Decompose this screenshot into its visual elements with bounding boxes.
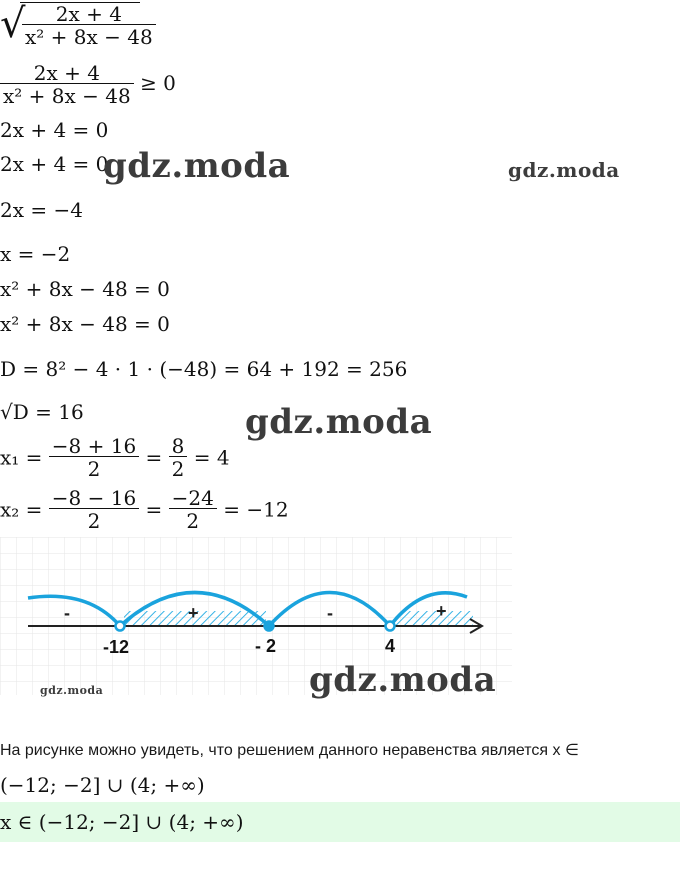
step-6: x² + 8x − 48 = 0 — [0, 312, 170, 336]
watermark: gdz.moda — [103, 146, 291, 186]
sqrt-symbol: √ — [0, 1, 26, 47]
watermark: gdz.moda — [309, 660, 497, 700]
step-1: 2x + 4 = 0 — [0, 118, 109, 142]
answer-box — [0, 802, 680, 842]
x2-result: = −12 — [223, 497, 289, 522]
x1-denominator: 2 — [49, 456, 139, 479]
x1-denominator-2: 2 — [169, 456, 188, 479]
hatch-region-2 — [395, 611, 473, 625]
condition-rhs: ≥ 0 — [140, 71, 176, 95]
x2-numerator: −8 − 16 — [51, 486, 137, 510]
watermark: gdz.moda — [40, 684, 104, 697]
step-4: x = −2 — [0, 242, 71, 266]
condition-denominator: x² + 8x − 48 — [0, 83, 134, 106]
label-minus-2: - 2 — [255, 636, 277, 656]
solution-caption: На рисунке можно увидеть, что решением данного неравенства является x ∈ — [0, 742, 579, 759]
point-minus-2 — [265, 622, 274, 631]
x1-result: = 4 — [193, 445, 230, 470]
step-3: 2x = −4 — [0, 198, 83, 222]
x2-numerator-2: −24 — [171, 486, 214, 510]
x1-label: x₁ = — [0, 445, 43, 470]
point-minus-12 — [116, 622, 125, 631]
point-4 — [386, 622, 395, 631]
sign-2: + — [188, 603, 199, 623]
x1-equals: = — [145, 445, 163, 470]
x2-denominator: 2 — [49, 508, 139, 531]
root-x1 — [0, 436, 230, 479]
condition-numerator: 2x + 4 — [33, 61, 100, 85]
x1-numerator-2: 8 — [171, 434, 185, 458]
condition-inequality — [0, 63, 176, 106]
x1-numerator: −8 + 16 — [51, 434, 137, 458]
root-x2 — [0, 488, 289, 531]
step-2: 2x + 4 = 0 — [0, 152, 109, 176]
x2-label: x₂ = — [0, 497, 43, 522]
sign-1: - — [64, 603, 70, 623]
answer-text: x ∈ (−12; −2] ∪ (4; +∞) — [0, 810, 244, 834]
watermark: gdz.moda — [508, 158, 620, 182]
sqrt-denominator: x² + 8x − 48 — [22, 24, 156, 47]
solution-interval: (−12; −2] ∪ (4; +∞) — [0, 773, 205, 797]
discriminant-line: D = 8² − 4 · 1 · (−48) = 64 + 192 = 256 — [0, 357, 408, 381]
step-5: x² + 8x − 48 = 0 — [0, 277, 170, 301]
sign-3: - — [327, 603, 333, 623]
sqrt-fraction — [22, 4, 156, 47]
x2-denominator-2: 2 — [169, 508, 217, 531]
sqrt-numerator: 2x + 4 — [55, 2, 122, 26]
sign-4: + — [436, 601, 447, 621]
watermark: gdz.moda — [245, 402, 433, 442]
label-4: 4 — [385, 636, 396, 656]
x2-equals: = — [145, 497, 163, 522]
sqrt-expression — [0, 0, 160, 55]
label-minus-12: -12 — [103, 637, 130, 657]
sqrt-d-line: √D = 16 — [0, 400, 84, 424]
